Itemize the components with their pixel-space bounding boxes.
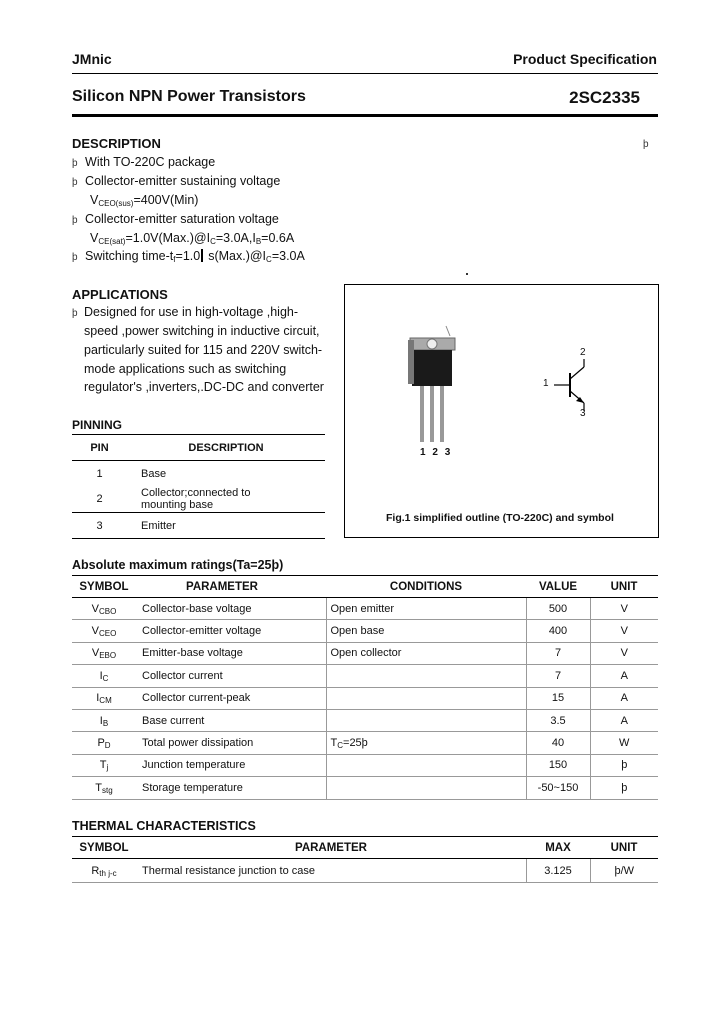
bullet-icon: þ [72,177,78,188]
amr-table: SYMBOL PARAMETER CONDITIONS VALUE UNIT VCBO Collector-base voltage Open emitter 500 V VCEO Collector-emitter voltage Open base 400 V VEBO Emitter-base voltage Open collector 7 V IC Collector current 7 A ICM Collector current-peak 15 A IB Base current 3.5 A PD Total power dissipation TC=25þ 40 W Tj Junction temperature 150 þ Tstg Storage temperature -50~150 þ [72,575,658,800]
figure-caption: Fig.1 simplified outline (TO-220C) and symbol [386,512,614,524]
title-rule [72,114,658,117]
pin-desc-col-header: DESCRIPTION [127,435,325,461]
table-row: 2 Collector;connected to mounting base [72,487,325,513]
doc-type: Product Specification [513,51,657,67]
table-row: PD Total power dissipation TC=25þ 40 W [72,732,658,754]
table-row: Tj Junction temperature 150 þ [72,754,658,776]
lead-2 [430,386,434,442]
amr-heading: Absolute maximum ratings(Ta=25þ) [72,558,284,572]
company-name: JMnic [72,51,112,67]
product-line: Silicon NPN Power Transistors [72,88,306,105]
bullet-icon: þ [72,252,78,263]
bullet-icon: þ [72,215,78,226]
symbol-base-label: 1 [543,378,549,389]
header-rule [72,73,658,74]
app-line-2: speed ,power switching in inductive circuit, [84,324,320,338]
stray-mark: þ [643,139,649,150]
table-row: Tstg Storage temperature -50~150 þ [72,777,658,799]
table-row: 1 Base [96,467,167,480]
npn-transistor-symbol [550,355,600,415]
lead-3 [440,386,444,442]
description-heading: DESCRIPTION [72,136,161,151]
desc-item-3: VCEO(sus)=400V(Min) [90,193,199,208]
symbol-collector-label: 2 [580,347,586,358]
desc-item-4: þ Collector-emitter saturation voltage [72,212,279,226]
desc-item-2: þ Collector-emitter sustaining voltage [72,174,281,188]
desc-item-6: þ Switching time-tf=1.0 s(Max.)@IC=3.0A [72,249,305,264]
bullet-icon: þ [72,158,78,169]
table-row: IC Collector current 7 A [72,665,658,687]
desc-item-5: VCE(sat)=1.0V(Max.)@IC=3.0A,IB=0.6A [90,231,295,246]
applications-heading: APPLICATIONS [72,287,168,302]
pinning-table [72,434,325,539]
table-row: IB Base current 3.5 A [72,709,658,731]
table-row: VCBO Collector-base voltage Open emitter 500 V [72,598,658,620]
thermal-table: SYMBOL PARAMETER MAX UNIT Rth j-c Thermal resistance junction to case 3.125 þ/W [72,836,658,883]
pinning-heading: PINNING [72,418,123,432]
desc-item-1: þ With TO-220C package [72,155,216,169]
package-pin-labels: 1 2 3 [420,447,453,458]
thermal-heading: THERMAL CHARACTERISTICS [72,819,256,833]
table-row: 3 Emitter [72,513,325,539]
app-line-4: mode applications such as switching [84,362,287,376]
app-line-1: Designed for use in high-voltage ,high- [84,305,299,319]
app-line-3: particularly suited for 115 and 220V switch- [84,343,323,357]
part-number: 2SC2335 [569,88,640,107]
table-row: VCEO Collector-emitter voltage Open base 400 V [72,620,658,642]
to220-package-image [400,318,480,443]
app-line-5: regulator's ,inverters,.DC-DC and converter [84,380,324,394]
figure-box [344,284,659,538]
table-row: VEBO Emitter-base voltage Open collector 7 V [72,642,658,664]
table-row: Rth j-c Thermal resistance junction to case 3.125 þ/W [72,859,658,883]
package-body [412,350,452,386]
table-row: ICM Collector current-peak 15 A [72,687,658,709]
bullet-icon: þ [72,308,78,319]
pin-col-header: PIN [72,435,127,461]
symbol-emitter-label: 3 [580,408,586,419]
lead-1 [420,386,424,442]
